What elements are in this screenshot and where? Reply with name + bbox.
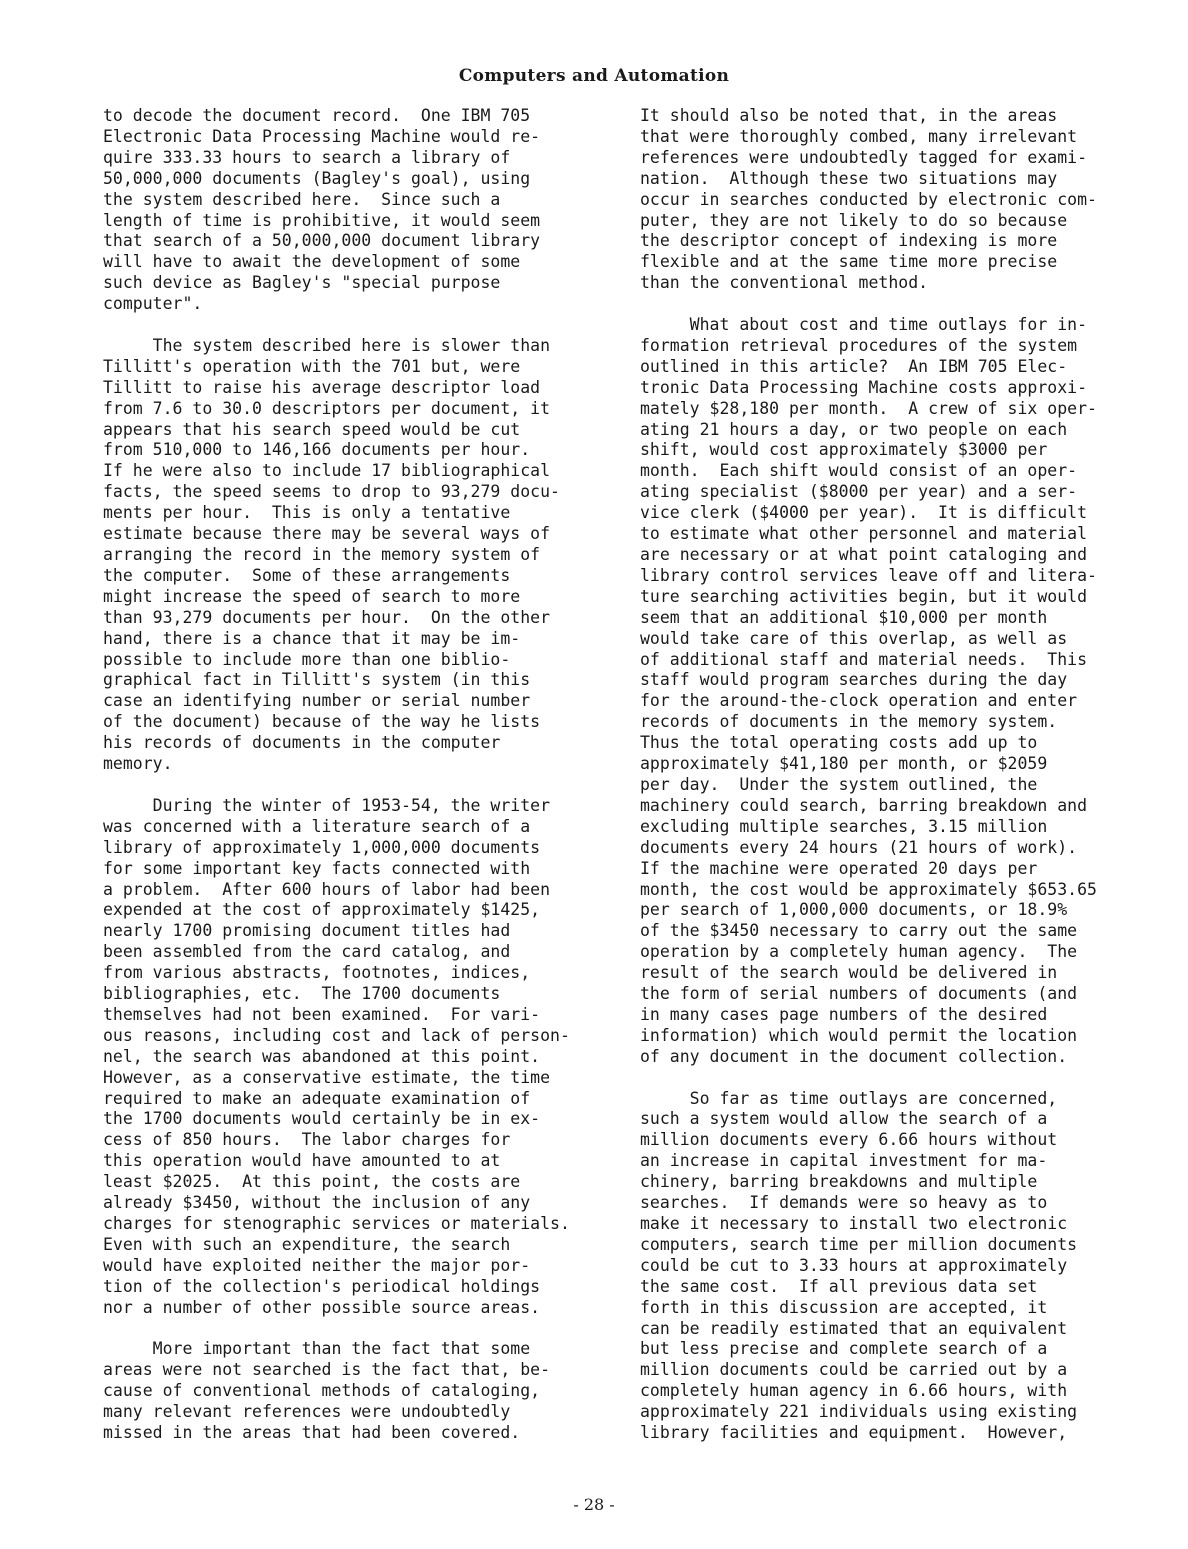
text-line: library of approximately 1,000,000 documents bbox=[103, 837, 541, 857]
text-line: chinery, barring breakdowns and multiple bbox=[640, 1172, 1038, 1192]
text-line: the form of serial numbers of documents (and bbox=[640, 984, 1078, 1004]
text-line: searches. If demands were so heavy as to bbox=[640, 1193, 1048, 1213]
text-line: So far as time outlays are concerned, bbox=[640, 1088, 1058, 1108]
paragraph bbox=[103, 796, 593, 1319]
text-line: was concerned with a literature search of a bbox=[103, 816, 531, 836]
text-line: million documents every 6.66 hours without bbox=[640, 1130, 1058, 1150]
text-line: Even with such an expenditure, the search bbox=[103, 1234, 511, 1254]
text-line: per day. Under the system outlined, the bbox=[640, 774, 1038, 794]
text-line: the same cost. If all previous data set bbox=[640, 1276, 1038, 1296]
text-line: arranging the record in the memory system of bbox=[103, 545, 541, 565]
text-line: mately $28,180 per month. A crew of six oper- bbox=[640, 398, 1097, 418]
text-line: graphical fact in Tillitt's system (in this bbox=[103, 670, 531, 690]
text-line: to decode the document record. One IBM 705 bbox=[103, 106, 531, 125]
text-line: records of documents in the memory system. bbox=[640, 712, 1058, 732]
text-line: What about cost and time outlays for in- bbox=[640, 315, 1088, 335]
text-line: month. Each shift would consist of an oper- bbox=[640, 461, 1078, 481]
text-line: this operation would have amounted to at bbox=[103, 1151, 501, 1171]
paragraph bbox=[103, 106, 593, 315]
text-line: Tillitt to raise his average descriptor load bbox=[103, 377, 541, 397]
text-line: staff would program searches during the day bbox=[640, 670, 1068, 690]
left-column bbox=[103, 106, 593, 1465]
text-line: If the machine were operated 20 days per bbox=[640, 858, 1038, 878]
text-line: of any document in the document collection. bbox=[640, 1046, 1068, 1066]
text-line: completely human agency in 6.66 hours, with bbox=[640, 1381, 1068, 1401]
text-line: During the winter of 1953-54, the writer bbox=[103, 795, 551, 815]
text-line: computers, search time per million documents bbox=[640, 1234, 1078, 1254]
text-line: the computer. Some of these arrangements bbox=[103, 565, 511, 585]
text-line: from 510,000 to 146,166 documents per hour. bbox=[103, 440, 531, 460]
text-line: would take care of this overlap, as well as bbox=[640, 628, 1068, 648]
text-line: but less precise and complete search of a bbox=[640, 1339, 1048, 1359]
text-line: computer". bbox=[103, 294, 203, 314]
text-line: can be readily estimated that an equivalent bbox=[640, 1318, 1068, 1338]
text-line: puter, they are not likely to do so because bbox=[640, 210, 1068, 230]
text-line: already $3450, without the inclusion of any bbox=[103, 1193, 531, 1213]
text-line: the 1700 documents would certainly be in ex- bbox=[103, 1109, 541, 1129]
text-line: of the $3450 necessary to carry out the same bbox=[640, 921, 1078, 941]
text-line: appears that his search speed would be cut bbox=[103, 419, 521, 439]
text-line: missed in the areas that had been covered. bbox=[103, 1423, 521, 1443]
paragraph bbox=[640, 106, 1140, 294]
text-line: the system described here. Since such a bbox=[103, 189, 501, 209]
text-line: Tillitt's operation with the 701 but, were bbox=[103, 356, 521, 376]
text-line: for the around-the-clock operation and enter bbox=[640, 691, 1078, 711]
text-line: the descriptor concept of indexing is more bbox=[640, 231, 1058, 251]
text-line: ments per hour. This is only a tentative bbox=[103, 503, 511, 523]
text-line: documents every 24 hours (21 hours of work). bbox=[640, 837, 1078, 857]
text-line: are necessary or at what point cataloging and bbox=[640, 545, 1088, 565]
text-line: charges for stenographic services or materials. bbox=[103, 1214, 570, 1233]
text-line: library control services leave off and litera- bbox=[640, 565, 1097, 585]
text-line: tion of the collection's periodical holdings bbox=[103, 1276, 541, 1296]
text-line: that were thoroughly combed, many irrelevant bbox=[640, 126, 1078, 146]
text-line: from various abstracts, footnotes, indices, bbox=[103, 963, 531, 983]
text-line: occur in searches conducted by electronic com- bbox=[640, 189, 1097, 209]
text-line: an increase in capital investment for ma- bbox=[640, 1151, 1048, 1171]
text-line: If he were also to include 17 bibliographical bbox=[103, 461, 551, 481]
text-line: such device as Bagley's "special purpose bbox=[103, 273, 501, 293]
text-line: However, as a conservative estimate, the time bbox=[103, 1067, 551, 1087]
text-line: possible to include more than one biblio- bbox=[103, 649, 511, 669]
text-line: million documents could be carried out by a bbox=[640, 1360, 1068, 1380]
text-line: that search of a 50,000,000 document library bbox=[103, 231, 541, 251]
text-line: shift, would cost approximately $3000 per bbox=[640, 440, 1048, 460]
text-line: least $2025. At this point, the costs are bbox=[103, 1172, 521, 1192]
text-line: such a system would allow the search of a bbox=[640, 1109, 1048, 1129]
text-line: from 7.6 to 30.0 descriptors per document, it bbox=[103, 398, 551, 418]
text-line: nor a number of other possible source areas. bbox=[103, 1297, 541, 1317]
text-line: his records of documents in the computer bbox=[103, 733, 501, 753]
text-line: in many cases page numbers of the desired bbox=[640, 1004, 1048, 1024]
text-line: many relevant references were undoubtedly bbox=[103, 1402, 511, 1422]
text-line: facts, the speed seems to drop to 93,279 docu- bbox=[103, 482, 560, 502]
text-line: than 93,279 documents per hour. On the other bbox=[103, 607, 551, 627]
text-line: case an identifying number or serial number bbox=[103, 691, 531, 711]
text-line: cess of 850 hours. The labor charges for bbox=[103, 1130, 511, 1150]
text-line: expended at the cost of approximately $1425, bbox=[103, 900, 541, 920]
text-line: of the document) because of the way he lists bbox=[103, 712, 541, 732]
text-line: will have to await the development of some bbox=[103, 252, 521, 272]
text-line: approximately $41,180 per month, or $2059 bbox=[640, 754, 1048, 774]
text-line: areas were not searched is the fact that, be- bbox=[103, 1360, 551, 1380]
text-line: than the conventional method. bbox=[640, 273, 929, 293]
text-line: seem that an additional $10,000 per month bbox=[640, 607, 1048, 627]
text-line: quire 333.33 hours to search a library of bbox=[103, 147, 511, 167]
text-line: result of the search would be delivered in bbox=[640, 963, 1058, 983]
text-line: bibliographies, etc. The 1700 documents bbox=[103, 984, 501, 1004]
text-line: forth in this discussion are accepted, it bbox=[640, 1297, 1048, 1317]
text-line: of additional staff and material needs. This bbox=[640, 649, 1088, 669]
text-line: library facilities and equipment. However, bbox=[640, 1423, 1068, 1443]
text-line: nation. Although these two situations may bbox=[640, 168, 1058, 188]
text-line: references were undoubtedly tagged for exami- bbox=[640, 147, 1088, 167]
text-line: required to make an adequate examination of bbox=[103, 1088, 531, 1108]
text-line: outlined in this article? An IBM 705 Elec- bbox=[640, 356, 1068, 376]
text-line: ating 21 hours a day, or two people on each bbox=[640, 419, 1068, 439]
text-line: could be cut to 3.33 hours at approximately bbox=[640, 1255, 1068, 1275]
text-line: ous reasons, including cost and lack of person- bbox=[103, 1025, 570, 1045]
text-line: The system described here is slower than bbox=[103, 335, 551, 355]
page-number: - 28 - bbox=[573, 1495, 615, 1514]
text-line: for some important key facts connected with bbox=[103, 858, 531, 878]
text-line: Thus the total operating costs add up to bbox=[640, 733, 1038, 753]
text-line: length of time is prohibitive, it would seem bbox=[103, 210, 541, 230]
text-line: information) which would permit the location bbox=[640, 1025, 1078, 1045]
text-line: a problem. After 600 hours of labor had been bbox=[103, 879, 551, 899]
text-line: More important than the fact that some bbox=[103, 1339, 531, 1359]
text-line: excluding multiple searches, 3.15 million bbox=[640, 816, 1048, 836]
text-line: It should also be noted that, in the areas bbox=[640, 106, 1058, 125]
text-line: themselves had not been examined. For vari- bbox=[103, 1004, 541, 1024]
text-line: make it necessary to install two electronic bbox=[640, 1214, 1068, 1233]
text-line: cause of conventional methods of cataloging, bbox=[103, 1381, 541, 1401]
text-line: estimate because there may be several ways of bbox=[103, 524, 551, 544]
text-line: to estimate what other personnel and material bbox=[640, 524, 1088, 544]
text-line: machinery could search, barring breakdown and bbox=[640, 795, 1088, 815]
text-line: per search of 1,000,000 documents, or 18.9% bbox=[640, 900, 1068, 920]
paragraph bbox=[640, 1089, 1140, 1444]
paragraph bbox=[103, 336, 593, 775]
text-line: might increase the speed of search to more bbox=[103, 586, 521, 606]
text-line: vice clerk ($4000 per year). It is difficult bbox=[640, 503, 1088, 523]
right-column bbox=[640, 106, 1140, 1465]
text-line: nearly 1700 promising document titles had bbox=[103, 921, 511, 941]
text-line: been assembled from the card catalog, and bbox=[103, 942, 511, 962]
text-line: approximately 221 individuals using existing bbox=[640, 1402, 1078, 1422]
text-line: nel, the search was abandoned at this point. bbox=[103, 1046, 541, 1066]
text-line: would have exploited neither the major por- bbox=[103, 1255, 531, 1275]
running-head-title: Computers and Automation bbox=[458, 66, 730, 86]
paragraph bbox=[640, 315, 1140, 1068]
paragraph bbox=[103, 1339, 593, 1444]
text-line: memory. bbox=[103, 754, 173, 774]
text-line: hand, there is a chance that it may be im- bbox=[103, 628, 521, 648]
text-line: ture searching activities begin, but it would bbox=[640, 586, 1088, 606]
text-line: tronic Data Processing Machine costs approxi- bbox=[640, 377, 1088, 397]
text-line: formation retrieval procedures of the system bbox=[640, 335, 1078, 355]
text-line: 50,000,000 documents (Bagley's goal), using bbox=[103, 168, 531, 188]
text-line: flexible and at the same time more precise bbox=[640, 252, 1058, 272]
text-line: operation by a completely human agency. The bbox=[640, 942, 1078, 962]
text-line: ating specialist ($8000 per year) and a ser- bbox=[640, 482, 1078, 502]
text-line: month, the cost would be approximately $653.65 bbox=[640, 879, 1097, 899]
text-line: Electronic Data Processing Machine would re- bbox=[103, 126, 541, 146]
